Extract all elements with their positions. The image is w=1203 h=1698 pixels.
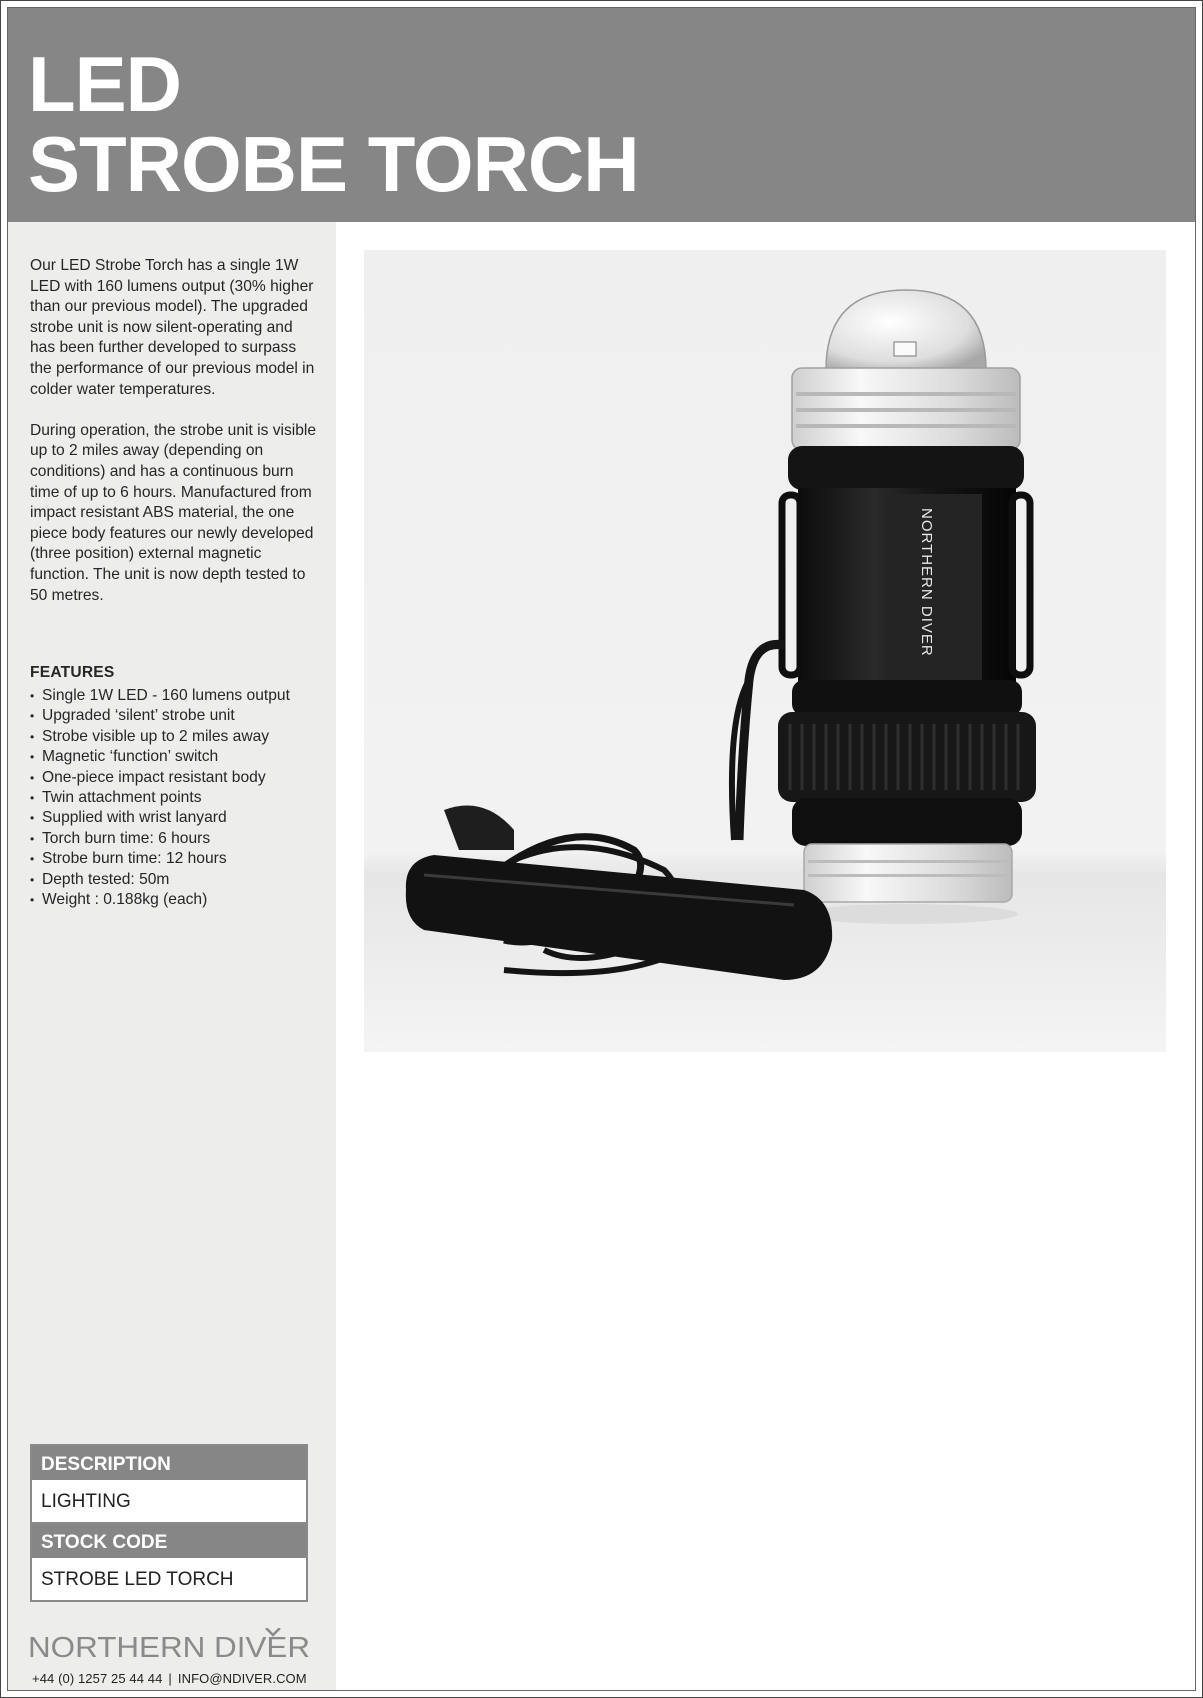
- feature-item: • Depth tested: 50m: [30, 870, 330, 890]
- feature-item: • Torch burn time: 6 hours: [30, 829, 330, 849]
- feature-item: • Strobe visible up to 2 miles away: [30, 727, 330, 747]
- feature-item: • Single 1W LED - 160 lumens output: [30, 686, 330, 706]
- feature-item: • Weight : 0.188kg (each): [30, 890, 330, 910]
- intro-paragraph-1: Our LED Strobe Torch has a single 1W LED with 160 lumens output (30% higher than our previous model). The upgraded strobe unit is now silent-operating and has been further developed to surpass the performance of our previous model in colder water temperatures.: [30, 257, 315, 398]
- stock-code-label: STOCK CODE: [32, 1524, 306, 1558]
- stock-code-value: STROBE LED TORCH: [41, 1569, 234, 1590]
- email-address[interactable]: INFO@NDIVER.COM: [177, 1671, 307, 1686]
- product-title: [28, 40, 639, 208]
- product-title-line-1: LED: [28, 40, 181, 128]
- description-value: LIGHTING: [32, 1480, 306, 1524]
- header-banner: [8, 8, 1195, 222]
- feature-item: • One-piece impact resistant body: [30, 768, 330, 788]
- intro-text: [30, 256, 320, 627]
- page-frame: [7, 7, 1196, 1691]
- feature-item: • Twin attachment points: [30, 788, 330, 808]
- feature-item: • Upgraded ‘silent’ strobe unit: [30, 706, 330, 726]
- feature-item: • Strobe burn time: 12 hours: [30, 849, 330, 869]
- product-photo: [364, 250, 1166, 1052]
- torch-body-print: NORTHERN DIVER: [918, 508, 935, 657]
- contact-separator: |: [168, 1671, 172, 1686]
- feature-item: • Supplied with wrist lanyard: [30, 808, 330, 828]
- logo-text: NORTHERN DIVER: [28, 1632, 310, 1662]
- features-heading: FEATURES: [30, 664, 115, 681]
- intro-paragraph-2: During operation, the strobe unit is visible up to 2 miles away (depending on conditions) and has a continuous burn time of up to 6 hours. Manufactured from impact resistant ABS material, the one piece body features our newly developed (three position) external magnetic function. The unit is now depth tested to 50 metres.: [30, 421, 317, 604]
- phone-number: +44 (0) 1257 25 44 44: [32, 1671, 163, 1686]
- contact-line: [32, 1671, 322, 1686]
- features-list: [30, 686, 330, 910]
- feature-item: • Magnetic ‘function’ switch: [30, 747, 330, 767]
- torch-body: [778, 290, 1036, 924]
- sidebar: [8, 222, 336, 1690]
- spec-table: [30, 1444, 308, 1602]
- description-label: DESCRIPTION: [32, 1446, 306, 1480]
- product-title-line-2: STROBE TORCH: [28, 120, 639, 208]
- northern-diver-logo: [28, 1628, 310, 1662]
